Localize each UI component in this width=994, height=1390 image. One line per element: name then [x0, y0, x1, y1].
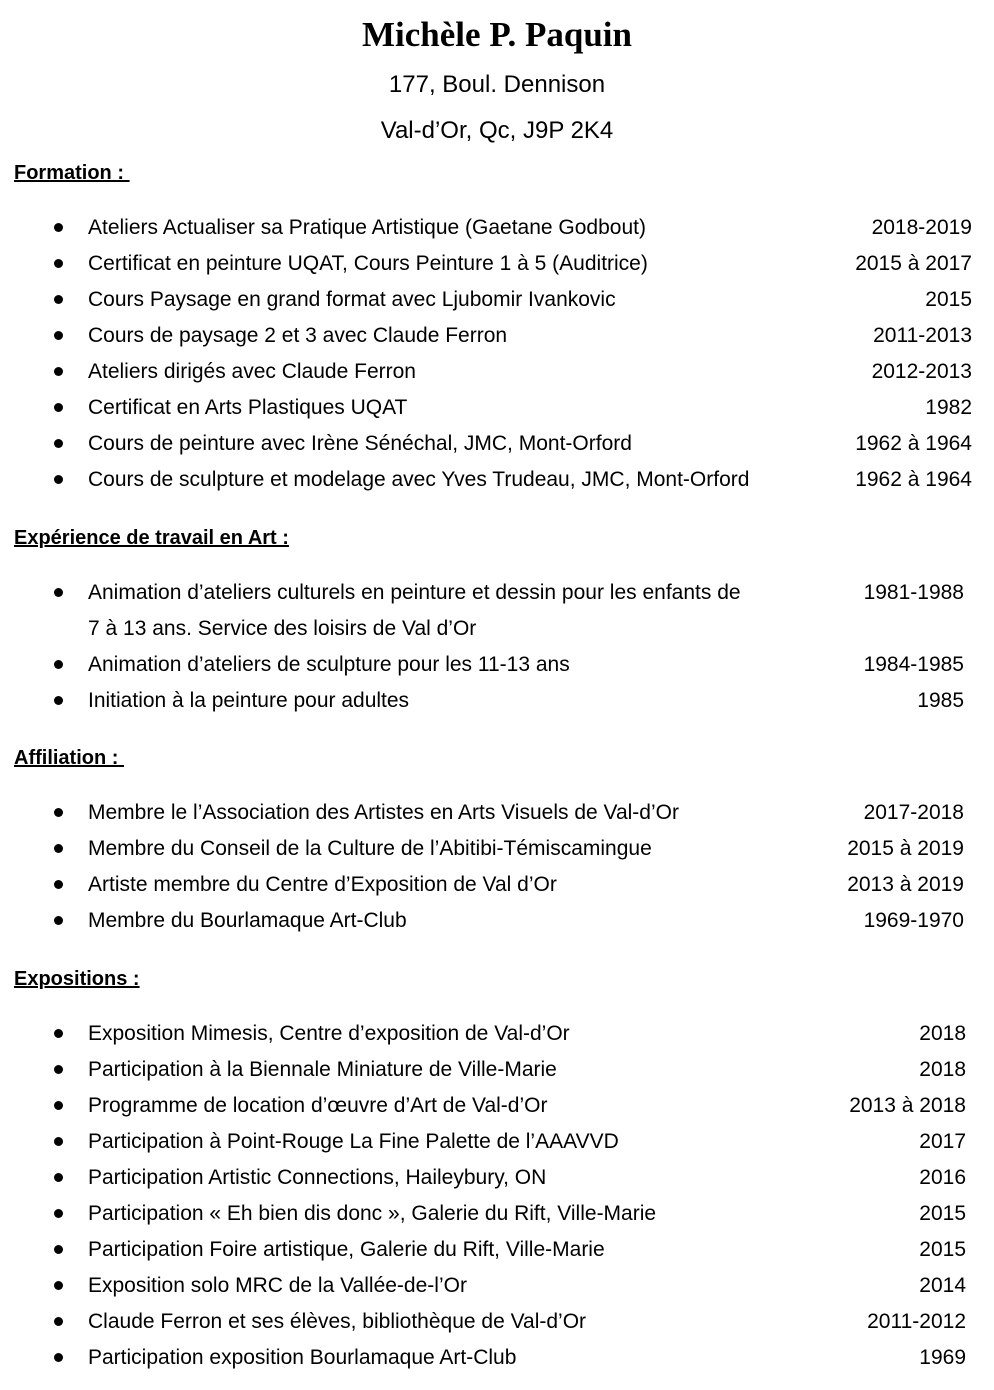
- list-item: [14, 647, 980, 683]
- list-item: [14, 1088, 980, 1124]
- list-item: [14, 1016, 980, 1052]
- list-item: [14, 1340, 980, 1376]
- list-item: [14, 1124, 980, 1160]
- item-year: 1982: [925, 396, 972, 419]
- section-formation: [14, 160, 980, 498]
- bullet-icon: [54, 660, 63, 669]
- list-item: [14, 246, 980, 282]
- bullet-icon: [54, 916, 63, 925]
- item-text: Cours de sculpture et modelage avec Yves Trudeau, JMC, Mont-Orford: [88, 468, 750, 491]
- item-year: 2018-2019: [871, 216, 972, 239]
- list-item: [14, 1196, 980, 1232]
- item-text: Participation à la Biennale Miniature de Ville-Marie: [88, 1058, 557, 1081]
- section-title-affiliation: Affiliation :: [14, 747, 124, 769]
- bullet-icon: [54, 331, 63, 340]
- section-expositions: [14, 966, 980, 1376]
- bullet-icon: [54, 1065, 63, 1074]
- bullet-icon: [54, 1173, 63, 1182]
- list-item: [14, 575, 980, 647]
- item-text: Animation d’ateliers culturels en peinture et dessin pour les enfants de 7 à 13 ans. Service des loisirs de Val d’Or: [88, 581, 741, 640]
- item-text: Membre le l’Association des Artistes en Arts Visuels de Val-d’Or: [88, 801, 679, 824]
- bullet-icon: [54, 1245, 63, 1254]
- item-year: 1962 à 1964: [855, 468, 972, 491]
- item-year: 2014: [919, 1274, 966, 1297]
- item-text: Participation Foire artistique, Galerie du Rift, Ville-Marie: [88, 1238, 605, 1261]
- list-item: [14, 1232, 980, 1268]
- item-text: Participation à Point-Rouge La Fine Palette de l’AAAVVD: [88, 1130, 619, 1153]
- item-year: 2013 à 2019: [847, 873, 964, 896]
- bullet-icon: [54, 1209, 63, 1218]
- item-year: 2015: [919, 1238, 966, 1261]
- bullet-icon: [54, 475, 63, 484]
- item-text: Participation Artistic Connections, Haileybury, ON: [88, 1166, 547, 1189]
- item-year: 2017-2018: [863, 801, 964, 824]
- item-year: 1969-1970: [863, 909, 964, 932]
- item-text: Animation d’ateliers de sculpture pour les 11-13 ans: [88, 653, 570, 676]
- list-item: [14, 683, 980, 719]
- item-text: Cours de peinture avec Irène Sénéchal, JMC, Mont-Orford: [88, 432, 632, 455]
- bullet-icon: [54, 1281, 63, 1290]
- item-year: 2011-2012: [867, 1310, 966, 1333]
- address-city: Val-d’Or, Qc, J9P 2K4: [380, 117, 614, 144]
- bullet-icon: [54, 259, 63, 268]
- item-year: 1969: [919, 1346, 966, 1369]
- item-text: Exposition solo MRC de la Vallée-de-l’Or: [88, 1274, 467, 1297]
- item-year: 2018: [919, 1058, 966, 1081]
- item-text: Ateliers Actualiser sa Pratique Artistique (Gaetane Godbout): [88, 216, 646, 239]
- item-year: 2018: [919, 1022, 966, 1045]
- list-item: [14, 1268, 980, 1304]
- item-year: 1962 à 1964: [855, 432, 972, 455]
- list-item: [14, 831, 980, 867]
- item-text: Artiste membre du Centre d’Exposition de Val d’Or: [88, 873, 557, 896]
- item-year: 2015: [925, 288, 972, 311]
- bullet-icon: [54, 844, 63, 853]
- item-text: Membre du Bourlamaque Art-Club: [88, 909, 407, 932]
- item-year: 2017: [919, 1130, 966, 1153]
- item-year: 1985: [917, 689, 964, 712]
- address-street: 177, Boul. Dennison: [388, 71, 606, 98]
- list-item: [14, 867, 980, 903]
- item-text: Certificat en peinture UQAT, Cours Peinture 1 à 5 (Auditrice): [88, 252, 648, 275]
- bullet-icon: [54, 223, 63, 232]
- item-year: 2013 à 2018: [849, 1094, 966, 1117]
- list-item: [14, 1052, 980, 1088]
- item-text: Programme de location d’œuvre d’Art de Val-d’Or: [88, 1094, 548, 1117]
- section-title-formation: Formation :: [14, 162, 130, 184]
- bullet-icon: [54, 1101, 63, 1110]
- item-year: 2015 à 2019: [847, 837, 964, 860]
- bullet-icon: [54, 403, 63, 412]
- item-year: 2011-2013: [873, 324, 972, 347]
- bullet-icon: [54, 1137, 63, 1146]
- list-item: [14, 390, 980, 426]
- list-item: [14, 903, 980, 939]
- item-text: Exposition Mimesis, Centre d’exposition de Val-d’Or: [88, 1022, 570, 1045]
- affiliation-list: [14, 795, 980, 939]
- item-text: Claude Ferron et ses élèves, bibliothèque de Val-d’Or: [88, 1310, 587, 1333]
- list-item: [14, 426, 980, 462]
- resume-name: Michèle P. Paquin: [362, 15, 632, 54]
- item-year: 2012-2013: [871, 360, 972, 383]
- list-item: [14, 210, 980, 246]
- item-year: 2015: [919, 1202, 966, 1225]
- item-text: Ateliers dirigés avec Claude Ferron: [88, 360, 416, 383]
- item-year: 2015 à 2017: [855, 252, 972, 275]
- section-title-experience: Expérience de travail en Art :: [14, 527, 289, 549]
- bullet-icon: [54, 880, 63, 889]
- list-item: [14, 1304, 980, 1340]
- experience-list: [14, 575, 980, 719]
- item-text: Cours Paysage en grand format avec Ljubomir Ivankovic: [88, 288, 616, 311]
- item-year: 2016: [919, 1166, 966, 1189]
- bullet-icon: [54, 1353, 63, 1362]
- bullet-icon: [54, 696, 63, 705]
- item-text: Certificat en Arts Plastiques UQAT: [88, 396, 408, 419]
- item-text: Cours de paysage 2 et 3 avec Claude Ferron: [88, 324, 508, 347]
- section-title-expositions: Expositions :: [14, 968, 140, 990]
- section-experience: [14, 525, 980, 719]
- section-affiliation: [14, 745, 980, 939]
- bullet-icon: [54, 439, 63, 448]
- list-item: [14, 354, 980, 390]
- list-item: [14, 282, 980, 318]
- item-text: Initiation à la peinture pour adultes: [88, 689, 410, 712]
- item-year: 1984-1985: [863, 653, 964, 676]
- item-year: 1981-1988: [863, 581, 964, 604]
- list-item: [14, 318, 980, 354]
- formation-list: [14, 210, 980, 498]
- bullet-icon: [54, 1317, 63, 1326]
- bullet-icon: [54, 295, 63, 304]
- item-text: Membre du Conseil de la Culture de l’Abitibi-Témiscamingue: [88, 837, 652, 860]
- list-item: [14, 1160, 980, 1196]
- bullet-icon: [54, 367, 63, 376]
- bullet-icon: [54, 808, 63, 817]
- bullet-icon: [54, 588, 63, 597]
- item-text: Participation « Eh bien dis donc », Galerie du Rift, Ville-Marie: [88, 1202, 657, 1225]
- bullet-icon: [54, 1029, 63, 1038]
- item-text: Participation exposition Bourlamaque Art-Club: [88, 1346, 517, 1369]
- list-item: [14, 795, 980, 831]
- expositions-list: [14, 1016, 980, 1376]
- list-item: [14, 462, 980, 498]
